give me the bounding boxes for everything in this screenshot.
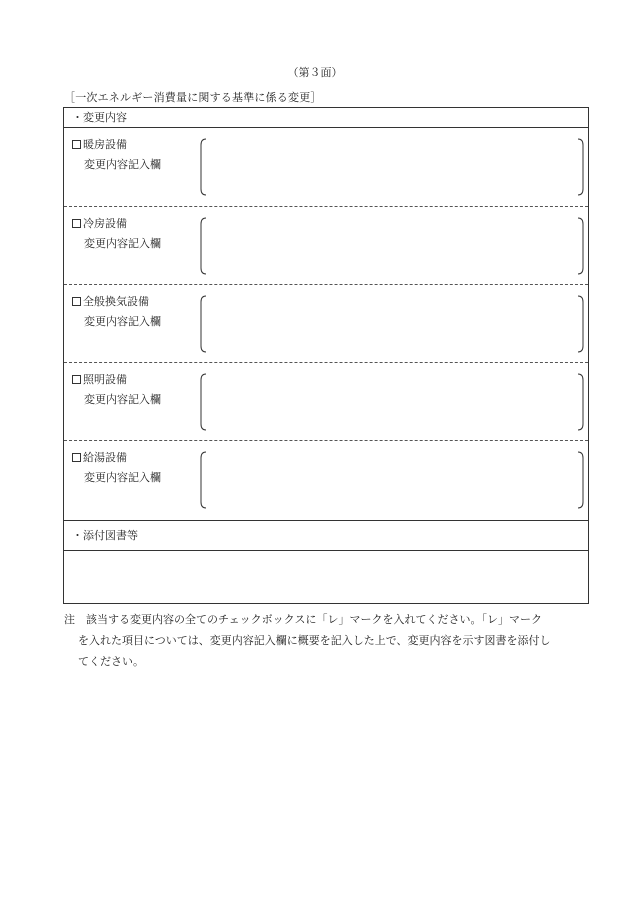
cooling-checkbox[interactable] xyxy=(72,219,81,228)
note-line-2: を入れた項目については、変更内容記入欄に概要を記入した上で、変更内容を示す図書を添付し xyxy=(78,634,551,647)
form-title: ［一次エネルギー消費量に関する基準に係る変更］ xyxy=(64,91,322,104)
equipment-row-ventilation xyxy=(64,285,588,363)
form-table xyxy=(63,107,589,604)
equipment-heating xyxy=(72,136,127,152)
attachments-section-header: ・添付図書等 xyxy=(64,521,588,551)
equipment-lighting-label: 照明設備 xyxy=(83,373,127,386)
equipment-cooling-label: 冷房設備 xyxy=(83,217,127,230)
lighting-entry-field[interactable] xyxy=(200,373,584,431)
entry-field-label: 変更内容記入欄 xyxy=(84,471,161,484)
equipment-row-heating xyxy=(64,128,588,207)
equipment-row-hot-water xyxy=(64,441,588,521)
equipment-ventilation-label: 全般換気設備 xyxy=(83,295,149,308)
entry-field-label: 変更内容記入欄 xyxy=(84,237,161,250)
equipment-hot-water-label: 給湯設備 xyxy=(83,451,127,464)
cooling-entry-field[interactable] xyxy=(200,217,584,275)
hot-water-checkbox[interactable] xyxy=(72,453,81,462)
lighting-checkbox[interactable] xyxy=(72,375,81,384)
page-label: （第３面） xyxy=(287,66,343,79)
equipment-row-cooling xyxy=(64,207,588,285)
note-line-1: 注 該当する変更内容の全てのチェックボックスに「レ」マークを入れてください。「レ」マーク xyxy=(64,613,543,626)
heating-checkbox[interactable] xyxy=(72,140,81,149)
note-marker: 注 xyxy=(64,613,75,626)
equipment-ventilation xyxy=(72,293,149,309)
changes-section-header: ・変更内容 xyxy=(64,108,588,128)
ventilation-entry-field[interactable] xyxy=(200,295,584,353)
note-line-3: てください。 xyxy=(78,655,144,668)
ventilation-checkbox[interactable] xyxy=(72,297,81,306)
note xyxy=(64,609,590,672)
equipment-row-lighting xyxy=(64,363,588,441)
entry-field-label: 変更内容記入欄 xyxy=(84,158,161,171)
equipment-cooling xyxy=(72,215,127,231)
entry-field-label: 変更内容記入欄 xyxy=(84,315,161,328)
equipment-heating-label: 暖房設備 xyxy=(83,138,127,151)
equipment-hot-water xyxy=(72,449,127,465)
entry-field-label: 変更内容記入欄 xyxy=(84,393,161,406)
hot-water-entry-field[interactable] xyxy=(200,451,584,509)
heating-entry-field[interactable] xyxy=(200,138,584,196)
equipment-lighting xyxy=(72,371,127,387)
attachments-entry-field[interactable] xyxy=(64,551,588,603)
